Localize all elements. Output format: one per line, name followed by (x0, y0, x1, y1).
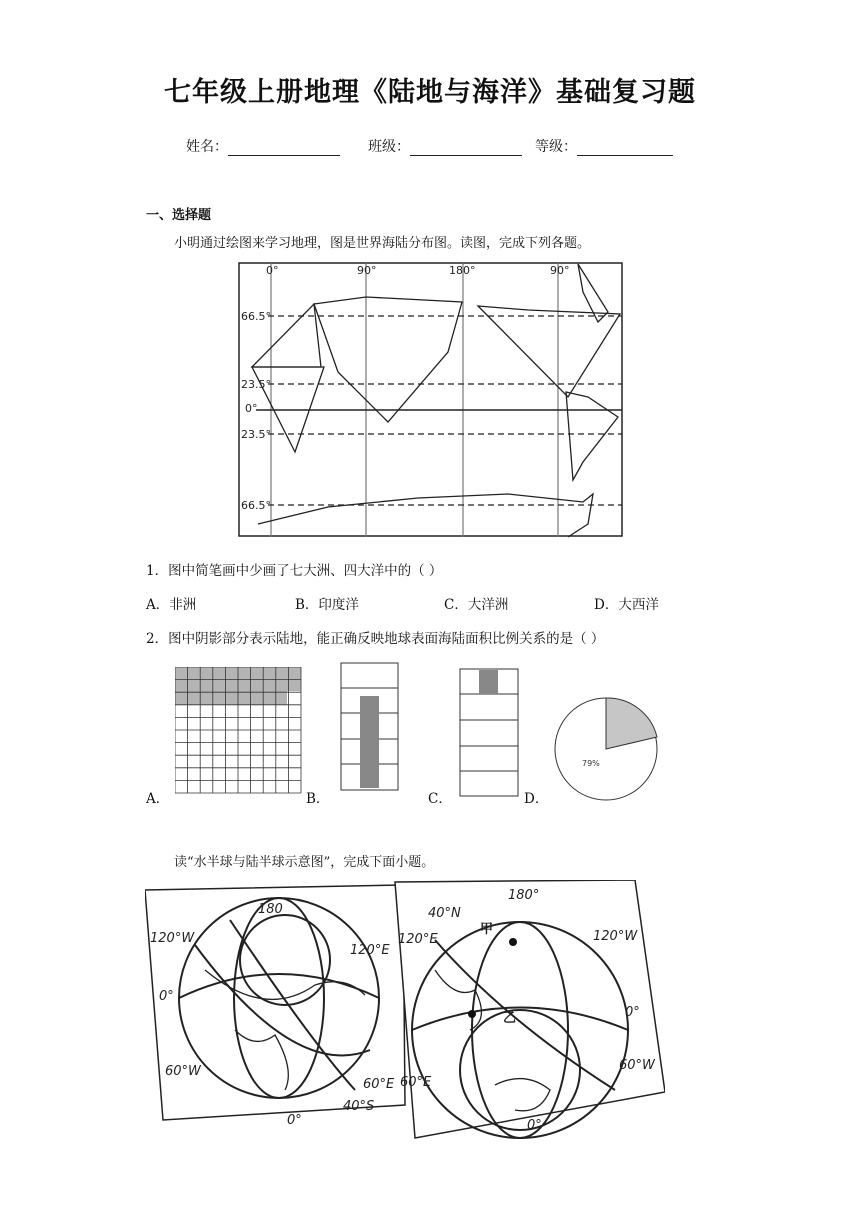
section-intro: 小明通过绘图来学习地理，图是世界海陆分布图。读图，完成下列各题。 (174, 236, 591, 251)
bar-shade-land (479, 670, 498, 694)
left-globe-label: 0° (159, 989, 174, 1004)
lat-label: 66.5° (241, 310, 271, 323)
lat-label: 0° (245, 402, 258, 415)
lat-label: 66.5° (241, 499, 271, 512)
left-globe-label: 0° (287, 1113, 302, 1128)
section-heading: 一、选择题 (146, 208, 212, 223)
left-globe-label: 60°W (165, 1064, 201, 1079)
q1-option-b[interactable]: B．印度洋 (295, 597, 359, 613)
pie-percent-label: 79% (582, 759, 600, 768)
section-2-intro: 读“水半球与陆半球示意图”，完成下面小题。 (174, 855, 435, 870)
left-globe-label: 40°S (343, 1099, 375, 1114)
class-label: 班级： (368, 139, 410, 155)
left-globe-label: 120°W (150, 931, 195, 946)
right-globe-label: 120°W (593, 929, 638, 944)
bar-shade-land (360, 696, 379, 788)
grid-shade-land (175, 691, 287, 705)
left-globe-label: 60°E (363, 1077, 395, 1092)
world-sketch-map (238, 262, 624, 538)
q1-option-a[interactable]: A．非洲 (146, 597, 197, 613)
lat-label: 23.5° (241, 378, 271, 391)
q2-option-a-letter[interactable]: A． (146, 791, 170, 807)
q2-option-d-pie[interactable] (552, 697, 660, 801)
name-label: 姓名： (186, 139, 228, 155)
grade-blank[interactable] (577, 141, 673, 156)
lon-label: 90° (357, 264, 377, 277)
right-globe-label: 180° (508, 888, 540, 903)
point-jia-label: 甲 (480, 922, 494, 937)
right-globe-label: 60°E (400, 1075, 432, 1090)
left-globe-label: 120°E (350, 943, 390, 958)
hemisphere-maps (145, 880, 665, 1142)
right-globe-label: 0° (527, 1118, 542, 1133)
grade-field (535, 136, 673, 156)
question-2-text: 2．图中阴影部分表示陆地，能正确反映地球表面海陆面积比例关系的是（ ） (146, 631, 605, 647)
point-jia-marker (509, 938, 517, 946)
map-frame (239, 263, 622, 536)
q2-option-d-letter[interactable]: D． (524, 791, 549, 807)
q2-option-a-grid[interactable] (175, 667, 303, 797)
right-globe-label: 0° (625, 1005, 640, 1020)
lon-label: 180° (449, 264, 476, 277)
question-1-text: 1．图中简笔画中少画了七大洲、四大洋中的（ ） (146, 563, 443, 579)
grade-label: 等级： (535, 139, 577, 155)
q2-option-c-bar[interactable] (459, 668, 521, 798)
lat-label: 23.5° (241, 428, 271, 441)
lon-label: 0° (266, 264, 279, 277)
right-globe-label: 40°N (428, 906, 461, 921)
point-yi-marker (468, 1010, 476, 1018)
page-title: 七年级上册地理《陆地与海洋》基础复习题 (164, 77, 696, 108)
left-globe-label: 180 (258, 902, 283, 917)
q2-option-b-letter[interactable]: B． (306, 791, 330, 807)
right-globe-label: 120°E (398, 932, 438, 947)
q2-option-b-bar[interactable] (340, 662, 400, 792)
q1-option-c[interactable]: C．大洋洲 (444, 597, 509, 613)
class-field (368, 136, 522, 156)
name-blank[interactable] (228, 141, 340, 156)
right-globe-label: 60°W (619, 1058, 655, 1073)
lon-label: 90° (550, 264, 570, 277)
q1-option-d[interactable]: D．大西洋 (594, 597, 659, 613)
class-blank[interactable] (410, 141, 522, 156)
point-yi-label: 乙 (503, 1011, 517, 1026)
name-field (186, 136, 340, 156)
q2-option-c-letter[interactable]: C． (428, 791, 452, 807)
